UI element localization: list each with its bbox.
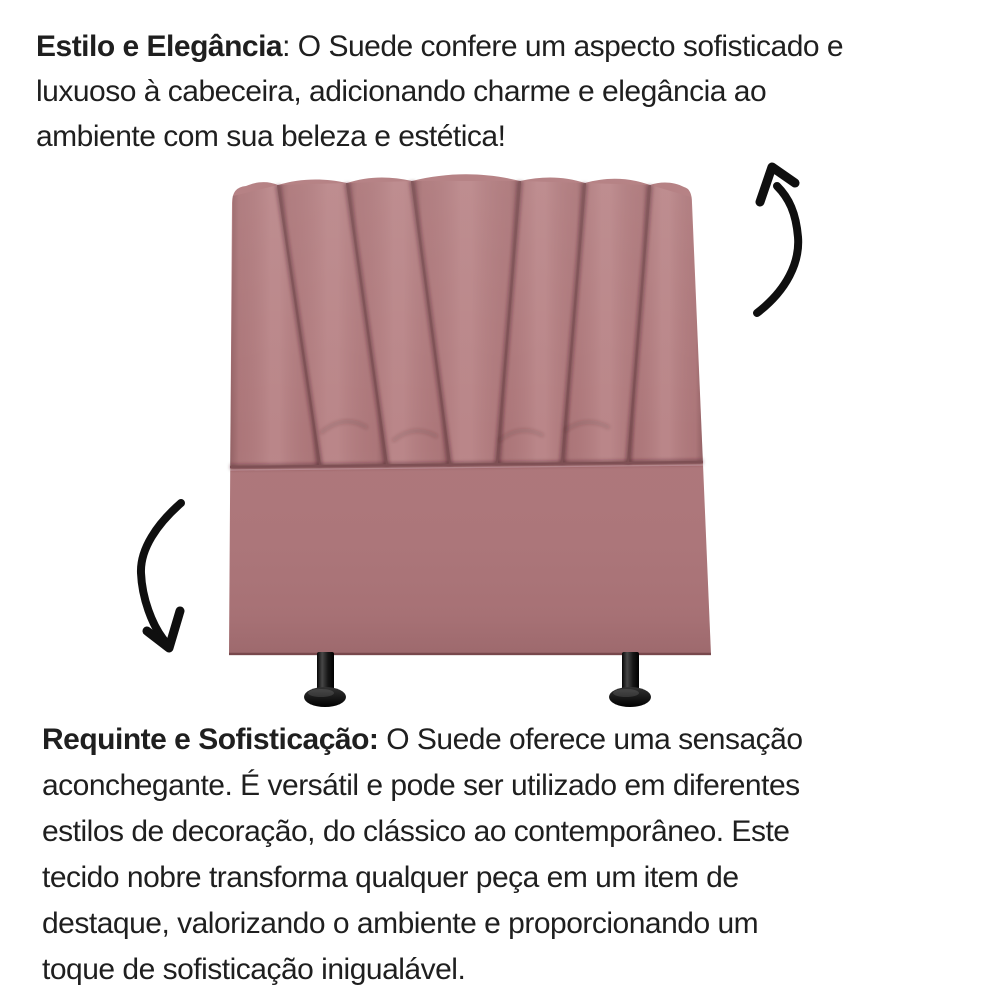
text-line: aconchegante. É versátil e pode ser utilizado em diferentes (42, 769, 800, 802)
text-line: toque de sofisticação inigualável. (42, 953, 466, 986)
headboard-leg-right (609, 652, 651, 707)
text-line (42, 717, 803, 763)
text-line: tecido nobre transforma qualquer peça em um item de (42, 861, 739, 894)
text-line: luxuoso à cabeceira, adicionando charme e elegância ao (36, 75, 767, 108)
text-line: destaque, valorizando o ambiente e proporcionando um (42, 907, 759, 940)
headboard-leg-left (304, 652, 346, 707)
headboard-image (229, 174, 711, 707)
paragraph-heading: Requinte e Sofisticação: (42, 723, 379, 756)
curved-arrow-up-icon (757, 167, 798, 313)
text-line-rest: : O Suede confere um aspecto sofisticado e (282, 30, 844, 63)
leg-foot-highlight (613, 689, 639, 697)
text-line: ambiente com sua beleza e estética! (36, 120, 506, 153)
text-line-rest: O Suede oferece uma sensação (378, 723, 803, 756)
paragraph-heading: Estilo e Elegância (36, 30, 283, 63)
paragraph-requinte-sofisticacao (42, 717, 803, 993)
body-shading-overlay (229, 174, 711, 655)
leg-foot-highlight (308, 689, 334, 697)
text-line: estilos de decoração, do clássico ao contemporâneo. Este (42, 815, 790, 848)
curved-arrow-down-icon (141, 503, 181, 648)
